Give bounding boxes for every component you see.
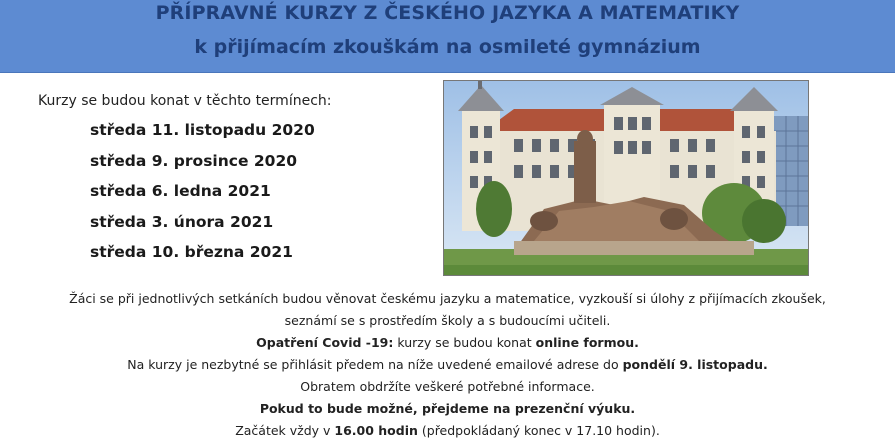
info-line: Žáci se při jednotlivých setkáních budou věnovat českému jazyku a matematice, vyzkouší si úlohy z přijímacích zkoušek, xyxy=(69,291,826,306)
covid-format: online formou. xyxy=(535,335,639,350)
info-line: Obratem obdržíte veškeré potřebné informace. xyxy=(300,379,595,394)
covid-text: kurzy se budou konat xyxy=(393,335,536,350)
covid-line xyxy=(0,335,895,357)
schedule-dates xyxy=(90,119,315,272)
start-rest: (předpokládaný konec v 17.10 hodin). xyxy=(417,423,660,438)
schedule-intro: Kurzy se budou konat v těchto termínech: xyxy=(38,93,332,109)
info-text xyxy=(0,291,895,445)
info-line: seznámí se s prostředím školy a s budoucími učiteli. xyxy=(284,313,611,328)
register-line xyxy=(0,357,895,379)
start-line xyxy=(0,423,895,445)
page-title: PŘÍPRAVNÉ KURZY Z ČESKÉHO JAZYKA A MATEMATIKY xyxy=(155,2,740,24)
covid-label: Opatření Covid -19: xyxy=(256,335,394,350)
start-time: 16.00 hodin xyxy=(334,423,418,438)
register-text: Na kurzy je nezbytné se přihlásit předem na níže uvedené emailové adrese do xyxy=(127,357,623,372)
start-text: Začátek vždy v xyxy=(235,423,335,438)
presence-line: Pokud to bude možné, přejdeme na prezenční výuku. xyxy=(259,401,636,416)
schedule-date: středa 10. března 2021 xyxy=(90,243,293,261)
schedule-date: středa 9. prosince 2020 xyxy=(90,151,298,170)
schedule-date: středa 6. ledna 2021 xyxy=(90,182,271,200)
register-deadline: pondělí 9. listopadu. xyxy=(622,357,768,372)
schedule-date: středa 11. listopadu 2020 xyxy=(90,121,315,139)
page-subtitle: k přijímacím zkouškám na osmileté gymnázium xyxy=(194,36,701,58)
header-banner xyxy=(0,0,895,73)
schedule-date: středa 3. února 2021 xyxy=(90,212,274,231)
school-building-photo xyxy=(443,80,809,276)
